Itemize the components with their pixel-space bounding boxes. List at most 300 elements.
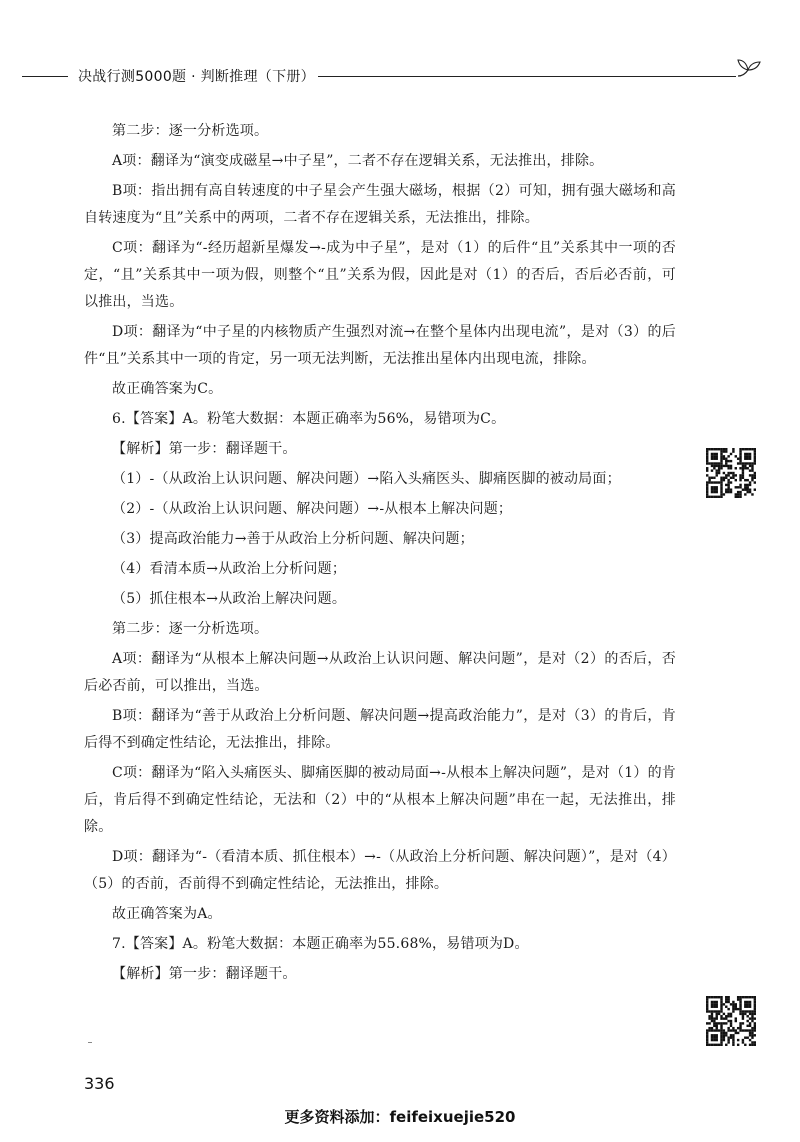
qr-module (720, 1034, 722, 1036)
qr-module (730, 491, 732, 493)
qr-module (708, 1027, 710, 1029)
qr-module (737, 458, 739, 460)
qr-module (739, 1027, 741, 1029)
qr-module (751, 467, 753, 469)
qr-module (711, 481, 713, 483)
qr-module (706, 474, 708, 476)
qr-module (751, 1029, 753, 1031)
qr-module (716, 1015, 718, 1017)
qr-module (732, 472, 734, 474)
qr-module (744, 1006, 746, 1008)
qr-module (754, 1013, 756, 1015)
qr-module (746, 488, 748, 490)
qr-module (749, 1022, 751, 1024)
qr-module (732, 1044, 734, 1046)
qr-module (718, 462, 720, 464)
qr-module (749, 1006, 751, 1008)
qr-module (746, 1001, 748, 1003)
qr-module (720, 460, 722, 462)
qr-module (730, 1034, 732, 1036)
qr-module (739, 486, 741, 488)
qr-module (720, 1039, 722, 1041)
qr-module (720, 458, 722, 460)
qr-module (718, 467, 720, 469)
answer-line: 6.【答案】A。粉笔大数据：本题正确率为56%，易错项为C。 (112, 411, 506, 427)
qr-module (716, 462, 718, 464)
qr-module (706, 1010, 708, 1012)
qr-module (751, 1032, 753, 1034)
qr-module (727, 474, 729, 476)
qr-module (711, 465, 713, 467)
qr-module (725, 458, 727, 460)
qr-module (706, 458, 708, 460)
qr-module (754, 481, 756, 483)
qr-module (727, 1020, 729, 1022)
qr-module (718, 996, 720, 998)
qr-module (716, 458, 718, 460)
qr-module (742, 474, 744, 476)
qr-module (718, 465, 720, 467)
qr-module (711, 1044, 713, 1046)
qr-module (706, 488, 708, 490)
qr-module (713, 1006, 715, 1008)
qr-module (706, 462, 708, 464)
qr-module (720, 1044, 722, 1046)
qr-module (732, 1036, 734, 1038)
paragraph: 第二步：逐一分析选项。 (112, 123, 269, 139)
qr-module (742, 1029, 744, 1031)
qr-module (713, 477, 715, 479)
qr-module (725, 1034, 727, 1036)
qr-module (751, 474, 753, 476)
qr-module (725, 1001, 727, 1003)
qr-module (739, 462, 741, 464)
qr-module (737, 1032, 739, 1034)
qr-module (720, 998, 722, 1000)
qr-module (730, 460, 732, 462)
qr-module (730, 1020, 732, 1022)
qr-module (737, 1039, 739, 1041)
qr-module (711, 496, 713, 498)
qr-module (735, 1008, 737, 1010)
qr-module (716, 1022, 718, 1024)
qr-module (706, 1036, 708, 1038)
qr-module (720, 496, 722, 498)
qr-module (751, 448, 753, 450)
qr-module (713, 1044, 715, 1046)
qr-module (751, 1020, 753, 1022)
qr-module (742, 1013, 744, 1015)
qr-module (735, 474, 737, 476)
qr-module (713, 996, 715, 998)
answer-line: 7.【答案】A。粉笔大数据：本题正确率为55.68%，易错项为D。 (112, 936, 529, 952)
qr-module (720, 1006, 722, 1008)
qr-module (744, 1036, 746, 1038)
qr-module (746, 1029, 748, 1031)
qr-module (706, 1044, 708, 1046)
qr-module (718, 1044, 720, 1046)
qr-module (744, 455, 746, 457)
qr-module (725, 1017, 727, 1019)
qr-module (727, 1013, 729, 1015)
qr-module (711, 1029, 713, 1031)
qr-module (754, 450, 756, 452)
qr-module (751, 465, 753, 467)
qr-module (711, 1034, 713, 1036)
qr-module (749, 448, 751, 450)
qr-module (739, 1013, 741, 1015)
qr-module (746, 479, 748, 481)
footer-note: 更多资料添加：feifeixuejie520 (284, 1108, 516, 1126)
qr-module (706, 493, 708, 495)
qr-module (711, 458, 713, 460)
qr-module (720, 1001, 722, 1003)
qr-module (737, 493, 739, 495)
qr-module (720, 481, 722, 483)
qr-module (711, 453, 713, 455)
qr-module (713, 1039, 715, 1041)
qr-module (720, 448, 722, 450)
qr-module (713, 467, 715, 469)
qr-module (720, 1025, 722, 1027)
qr-module (739, 1001, 741, 1003)
qr-module (727, 481, 729, 483)
qr-module (754, 477, 756, 479)
qr-module (718, 469, 720, 471)
qr-module (744, 465, 746, 467)
qr-module (720, 484, 722, 486)
qr-module (727, 1039, 729, 1041)
qr-module (737, 496, 739, 498)
qr-module (711, 1010, 713, 1012)
qr-module (739, 1022, 741, 1024)
qr-module (746, 453, 748, 455)
qr-module (730, 465, 732, 467)
qr-module (725, 1015, 727, 1017)
sprout-icon (734, 52, 764, 82)
qr-module (708, 477, 710, 479)
qr-module (749, 1044, 751, 1046)
qr-module (718, 1010, 720, 1012)
paragraph: C项：翻译为“-经历超新星爆发→-成为中子星”，是对（1）的后件“且”关系其中一项的否定，“且”关系其中一项为假，则整个“且”关系为假，因此是对（1）的否后，否后必否前，可以推出，当选。 (84, 240, 676, 310)
qr-module (720, 1036, 722, 1038)
qr-module (732, 1029, 734, 1031)
qr-module (746, 1020, 748, 1022)
qr-module (742, 1041, 744, 1043)
qr-module (720, 1003, 722, 1005)
qr-module (751, 1034, 753, 1036)
qr-module (735, 1006, 737, 1008)
qr-module (742, 469, 744, 471)
qr-module (732, 1006, 734, 1008)
qr-module (720, 465, 722, 467)
qr-module (727, 1036, 729, 1038)
qr-module (742, 996, 744, 998)
qr-module (716, 1010, 718, 1012)
qr-module (713, 496, 715, 498)
qr-module (706, 1034, 708, 1036)
qr-module (713, 488, 715, 490)
qr-module (716, 1025, 718, 1027)
qr-module (727, 472, 729, 474)
qr-module (713, 481, 715, 483)
qr-module (746, 486, 748, 488)
qr-module (739, 479, 741, 481)
qr-module (739, 484, 741, 486)
qr-module (725, 460, 727, 462)
qr-module (713, 1036, 715, 1038)
qr-module (723, 1003, 725, 1005)
qr-module (749, 488, 751, 490)
qr-module (751, 477, 753, 479)
qr-module (708, 1015, 710, 1017)
qr-module (742, 477, 744, 479)
paragraph: B项：翻译为“善于从政治上分析问题、解决问题→提高政治能力”，是对（3）的肯后，肯后得不到确定性结论，无法推出，排除。 (84, 708, 676, 751)
qr-module (746, 467, 748, 469)
qr-module (723, 472, 725, 474)
paragraph: （2）-（从政治上认识问题、解决问题）→-从根本上解决问题； (112, 501, 513, 517)
qr-module (739, 450, 741, 452)
qr-module (751, 1015, 753, 1017)
qr-module (749, 474, 751, 476)
qr-module (744, 1003, 746, 1005)
qr-module (716, 491, 718, 493)
qr-module (754, 1006, 756, 1008)
qr-module (716, 1003, 718, 1005)
qr-module (706, 1022, 708, 1024)
qr-module (739, 491, 741, 493)
qr-module (723, 1036, 725, 1038)
qr-module (720, 996, 722, 998)
qr-module (735, 455, 737, 457)
paragraph: （5）抓住根本→从政治上解决问题。 (112, 591, 347, 607)
qr-module (723, 477, 725, 479)
qr-module (735, 1032, 737, 1034)
qr-module (708, 448, 710, 450)
page-body (84, 118, 676, 988)
qr-module (720, 462, 722, 464)
qr-code-icon[interactable] (706, 996, 756, 1046)
qr-module (749, 491, 751, 493)
qr-module (742, 448, 744, 450)
qr-module (739, 455, 741, 457)
qr-module (746, 1010, 748, 1012)
qr-module (751, 469, 753, 471)
qr-module (718, 1013, 720, 1015)
qr-module (711, 1017, 713, 1019)
qr-module (706, 1032, 708, 1034)
qr-module (746, 1025, 748, 1027)
qr-module (735, 1003, 737, 1005)
qr-module (711, 1001, 713, 1003)
qr-module (716, 1027, 718, 1029)
qr-module (749, 1032, 751, 1034)
qr-module (749, 1017, 751, 1019)
qr-module (727, 484, 729, 486)
qr-module (723, 493, 725, 495)
qr-module (735, 467, 737, 469)
qr-module (737, 996, 739, 998)
qr-module (706, 996, 708, 998)
qr-module (751, 1044, 753, 1046)
qr-module (754, 462, 756, 464)
qr-module (737, 998, 739, 1000)
qr-module (713, 453, 715, 455)
qr-module (711, 1015, 713, 1017)
qr-module (737, 1008, 739, 1010)
qr-module (711, 996, 713, 998)
qr-module (739, 998, 741, 1000)
qr-module (739, 496, 741, 498)
qr-module (749, 1003, 751, 1005)
qr-module (720, 450, 722, 452)
qr-module (742, 1015, 744, 1017)
qr-module (723, 465, 725, 467)
qr-module (723, 458, 725, 460)
qr-module (727, 1008, 729, 1010)
qr-module (716, 1017, 718, 1019)
qr-module (720, 488, 722, 490)
qr-module (751, 1027, 753, 1029)
qr-module (749, 1029, 751, 1031)
qr-module (720, 1027, 722, 1029)
margin-mark (88, 1042, 92, 1043)
qr-module (725, 491, 727, 493)
qr-module (716, 465, 718, 467)
qr-module (735, 479, 737, 481)
qr-module (713, 462, 715, 464)
qr-module (718, 481, 720, 483)
paragraph: A项：翻译为“演变成磁星→中子星”，二者不存在逻辑关系，无法推出，排除。 (112, 153, 604, 169)
qr-module (732, 1027, 734, 1029)
qr-module (723, 455, 725, 457)
qr-module (713, 1022, 715, 1024)
qr-module (730, 481, 732, 483)
running-header-title: 决战行测5000题 · 判断推理（下册） (78, 69, 315, 85)
qr-module (706, 453, 708, 455)
qr-module (720, 1032, 722, 1034)
qr-module (737, 486, 739, 488)
qr-module (744, 1029, 746, 1031)
qr-module (716, 1036, 718, 1038)
qr-module (727, 491, 729, 493)
qr-module (746, 1003, 748, 1005)
paragraph: A项：翻译为“从根本上解决问题→从政治上认识问题、解决问题”，是对（2）的否后，否后必否前，可以推出，当选。 (84, 651, 676, 694)
qr-module (725, 477, 727, 479)
qr-module (716, 1034, 718, 1036)
qr-module (732, 477, 734, 479)
qr-module (718, 448, 720, 450)
qr-module (754, 1010, 756, 1012)
qr-module (735, 496, 737, 498)
qr-module (713, 465, 715, 467)
qr-module (713, 1003, 715, 1005)
qr-module (725, 996, 727, 998)
qr-module (716, 469, 718, 471)
qr-module (713, 1010, 715, 1012)
qr-module (727, 488, 729, 490)
qr-module (735, 1020, 737, 1022)
qr-module (725, 1022, 727, 1024)
qr-module (711, 469, 713, 471)
qr-module (739, 493, 741, 495)
qr-module (725, 998, 727, 1000)
qr-module (720, 491, 722, 493)
qr-module (706, 1003, 708, 1005)
qr-module (711, 1036, 713, 1038)
qr-module (739, 458, 741, 460)
qr-module (725, 474, 727, 476)
qr-module (754, 996, 756, 998)
qr-module (723, 479, 725, 481)
qr-module (732, 1041, 734, 1043)
qr-module (720, 486, 722, 488)
qr-module (744, 1044, 746, 1046)
qr-module (751, 1041, 753, 1043)
qr-module (749, 996, 751, 998)
qr-module (742, 1017, 744, 1019)
qr-module (716, 481, 718, 483)
qr-module (754, 1022, 756, 1024)
qr-module (711, 462, 713, 464)
qr-module (706, 481, 708, 483)
qr-module (754, 1029, 756, 1031)
qr-module (730, 488, 732, 490)
qr-module (725, 465, 727, 467)
qr-module (708, 996, 710, 998)
qr-module (708, 1010, 710, 1012)
qr-module (725, 1044, 727, 1046)
qr-module (706, 448, 708, 450)
qr-module (737, 1027, 739, 1029)
qr-module (744, 479, 746, 481)
qr-module (706, 484, 708, 486)
qr-module (716, 1029, 718, 1031)
qr-module (718, 1022, 720, 1024)
qr-module (742, 1022, 744, 1024)
qr-module (711, 455, 713, 457)
qr-module (754, 1001, 756, 1003)
qr-module (720, 455, 722, 457)
qr-module (706, 1001, 708, 1003)
qr-module (732, 1001, 734, 1003)
qr-module (742, 1039, 744, 1041)
qr-module (751, 493, 753, 495)
qr-module (727, 998, 729, 1000)
paragraph: B项：指出拥有高自转速度的中子星会产生强大磁场，根据（2）可知，拥有强大磁场和高自转速度为“且”关系中的两项，二者不存在逻辑关系，无法推出，排除。 (84, 183, 676, 226)
qr-module (723, 1022, 725, 1024)
qr-module (716, 996, 718, 998)
qr-module (727, 1029, 729, 1031)
qr-module (723, 1039, 725, 1041)
qr-module (723, 1013, 725, 1015)
paragraph: 故正确答案为C。 (112, 381, 223, 397)
qr-module (751, 479, 753, 481)
qr-module (749, 1013, 751, 1015)
qr-module (711, 1027, 713, 1029)
paragraph: C项：翻译为“陷入头痛医头、脚痛医脚的被动局面→-从根本上解决问题”，是对（1）的肯后，肯后得不到确定性结论，无法和（2）中的“从根本上解决问题”串在一起，无法推出，排除。 (84, 765, 676, 835)
qr-module (725, 450, 727, 452)
qr-module (723, 448, 725, 450)
paragraph: D项：翻译为“中子星的内核物质产生强烈对流→在整个星体内出现电流”，是对（3）的后件“且”关系其中一项的肯定，另一项无法判断，无法推出星体内出现电流，排除。 (84, 324, 676, 367)
qr-module (744, 1001, 746, 1003)
qr-module (716, 455, 718, 457)
qr-module (727, 479, 729, 481)
qr-module (739, 453, 741, 455)
qr-code-icon[interactable] (706, 448, 756, 498)
qr-module (723, 1034, 725, 1036)
qr-module (751, 996, 753, 998)
